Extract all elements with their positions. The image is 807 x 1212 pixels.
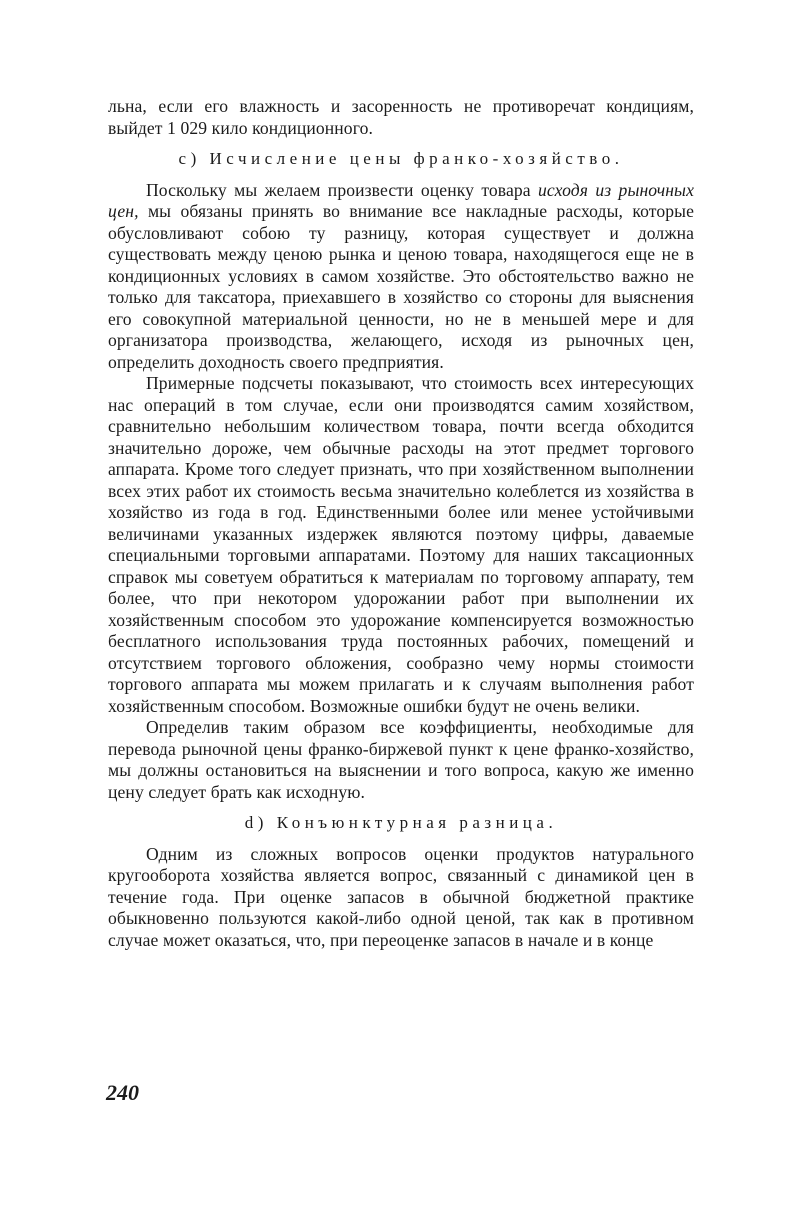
paragraph-1-rest: мы обязаны принять во внимание все накладные расходы, которые обусловливают собою ту разницу, которая существует и должна существовать между ценою рынка и ценою товара, находящегося еще не в кондиционных условиях в самом хозяйстве. Это обстоятельство важно не только для таксатора, приехавшего в хозяйство со стороны для выяснения его совокупной материальной ценности, но не в меньшей мере и для организатора производства, желающего, исходя из рыночных цен, определить доходность своего предприятия. <box>108 201 694 372</box>
section-heading-d: d) Конъюнктурная разница. <box>244 813 558 832</box>
continuation-paragraph: льна, если его влажность и засоренность не противоречат кондициям, выйдет 1 029 кило кондиционного. <box>108 96 694 138</box>
paragraph-3: Определив таким образом все коэффициенты, необходимые для перевода рыночной цены франко-биржевой пункт к цене франко-хозяйство, мы должны остановиться на выяснении и того вопроса, какую же именно цену следует брать как исходную. <box>108 717 694 802</box>
paragraph-2: Примерные подсчеты показывают, что стоимость всех интересующих нас операций в том случае, если они производятся самим хозяйством, сравнительно небольшим количеством товара, почти всегда обходится значительно дороже, чем обычные расходы на этот предмет торгового аппарата. Кроме того следует признать, что при хозяйственном выполнении всех этих работ их стоимость весьма значительно колеблется из хозяйства в хозяйство из года в год. Единственными более или менее устойчивыми величинами указанных издержек являются поэтому цифры, даваемые специальными торговыми аппаратами. Поэтому для наших таксационных справок мы советуем обратиться к материалам по торговому аппарату, тем более, что при некотором удорожании работ при выполнении их хозяйственным способом это удорожание компенсируется возможностью бесплатного использования труда постоянных рабочих, помещений и отсутствием торгового обложения, сообразно чему нормы стоимости торгового аппарата мы можем прилагать и к случаям выполнения работ хозяйственным способом. Возможные ошибки будут не очень велики. <box>108 373 694 716</box>
paragraph-1-start: Поскольку мы желаем произвести оценку товара <box>146 179 539 200</box>
section-heading-c: с) Исчисление цены франко-хозяйство. <box>178 149 624 168</box>
paragraph-1 <box>108 180 694 374</box>
paragraph-1-italic: исходя из рыночных цен, <box>108 179 694 221</box>
page-text <box>108 96 694 951</box>
page-number: 240 <box>106 1080 139 1105</box>
paragraph-4: Одним из сложных вопросов оценки продуктов натурального кругооборота хозяйства является вопрос, связанный с динамикой цен в течение года. При оценке запасов в обычной бюджетной практике обыкновенно пользуются какой-либо одной ценой, так как в противном случае может оказаться, что, при переоценке запасов в начале и в конце <box>108 843 694 950</box>
